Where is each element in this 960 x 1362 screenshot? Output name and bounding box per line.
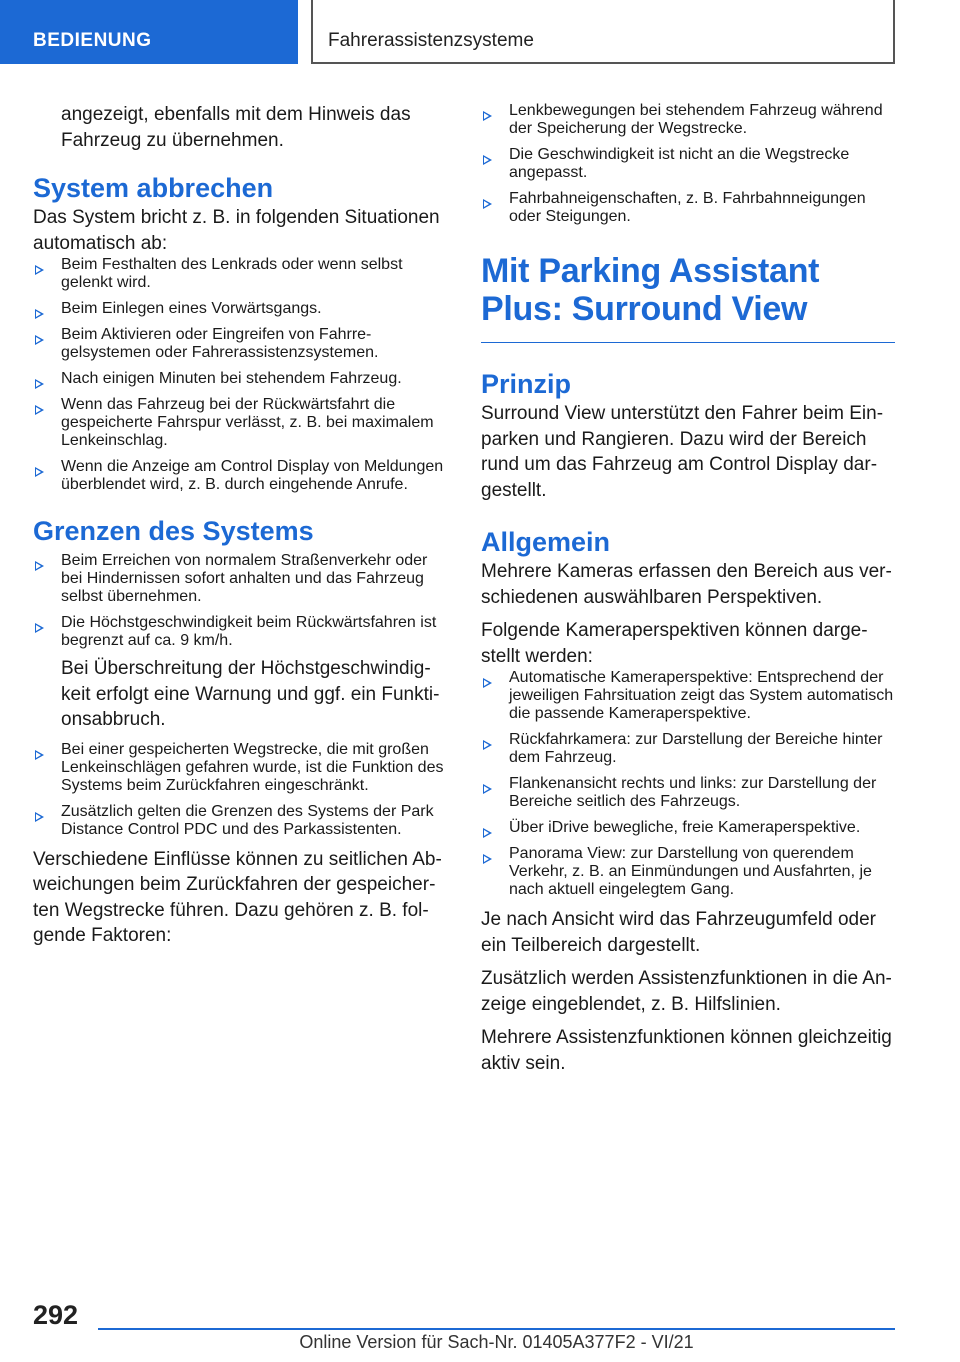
header-section-tab — [0, 0, 298, 64]
heading-system-abbrechen: System abbrechen — [33, 173, 274, 203]
triangle-bullet-icon — [35, 309, 44, 319]
list-item: Flankenansicht rechts und links: zur Darstellung der Bereiche seitlich des Fahrzeugs. — [481, 775, 895, 811]
list-item: Bei einer gespeicherten Wegstrecke, die mit großen Lenkeinschlägen gefahren wurde, ist die Funktion des Systems beim Zurückfahren eingeschränkt. — [33, 741, 447, 795]
list-item: Beim Aktivieren oder Eingreifen von Fahrregelsystemen oder Fahrerassistenzsystemen. — [33, 326, 447, 362]
faktoren-list — [481, 102, 895, 226]
grenzen-list — [33, 552, 447, 839]
list-item: Panorama View: zur Darstellung von querendem Verkehr, z. B. an Einmündungen und Ausfahrten, je nach aktuell eingelegtem Gang. — [481, 845, 895, 899]
left-column — [33, 102, 447, 949]
list-item: Über iDrive bewegliche, freie Kameraperspektive. — [481, 819, 895, 837]
triangle-bullet-icon — [35, 623, 44, 633]
triangle-bullet-icon — [35, 561, 44, 571]
header-chapter-label: Fahrerassistenzsysteme — [328, 30, 534, 51]
heading-prinzip: Prinzip — [481, 369, 572, 399]
heading-grenzen-des-systems: Grenzen des Systems — [33, 516, 314, 546]
triangle-bullet-icon — [35, 335, 44, 345]
list-item-continuation: Bei Überschreitung der Höchstgeschwindigkeit erfolgt eine Warnung und ggf. ein Funktionsabbruch. — [61, 658, 440, 730]
triangle-bullet-icon — [483, 111, 492, 121]
kamera-list — [481, 669, 895, 899]
list-item: Beim Einlegen eines Vorwärtsgangs. — [33, 300, 447, 318]
list-item: Lenkbewegungen bei stehendem Fahrzeug während der Speicherung der Wegstrecke. — [481, 102, 895, 138]
header-section-label: BEDIENUNG — [33, 30, 152, 51]
prinzip-text: Surround View unterstützt den Fahrer beim Einparken und Rangieren. Dazu wird der Bereich rund um das Fahrzeug am Control Display dargestellt. — [481, 403, 884, 501]
page-number: 292 — [33, 1300, 79, 1330]
list-item: Die Höchstgeschwindigkeit beim Rückwärtsfahren ist begrenzt auf ca. 9 km/h. Bei Überschreitung der Höchstgeschwindigkeit erfolgt eine Warnung und ggf. ein Funktionsabbruch. — [33, 614, 447, 733]
triangle-bullet-icon — [35, 750, 44, 760]
list-item: Rückfahrkamera: zur Darstellung der Bereiche hinter dem Fahrzeug. — [481, 731, 895, 767]
triangle-bullet-icon — [483, 854, 492, 864]
allgemein-text-1: Mehrere Kameras erfassen den Bereich aus verschiedenen auswählbaren Perspektiven. — [481, 561, 892, 608]
footer-text: Online Version für Sach-Nr. 01405A377F2 - VI/21 — [299, 1332, 694, 1352]
list-item: Beim Erreichen von normalem Straßenverkehr oder bei Hindernissen sofort anhalten und das Fahrzeug selbst übernehmen. — [33, 552, 447, 606]
triangle-bullet-icon — [35, 265, 44, 275]
triangle-bullet-icon — [483, 784, 492, 794]
list-item: Nach einigen Minuten bei stehendem Fahrzeug. — [33, 370, 447, 388]
abbrechen-list — [33, 256, 447, 494]
heading-surround-view: Mit Parking Assistant Plus: Surround View — [481, 252, 820, 328]
list-item: Zusätzlich gelten die Grenzen des Systems der Park Distance Control PDC und des Parkassistenten. — [33, 803, 447, 839]
triangle-bullet-icon — [35, 467, 44, 477]
list-item: Wenn das Fahrzeug bei der Rückwärtsfahrt die gespeicherte Fahrspur verlässt, z. B. bei maximalem Lenkeinschlag. — [33, 396, 447, 450]
grenzen-text: Verschiedene Einflüsse können zu seitlichen Abweichungen beim Zurückfahren der gespeicherten Wegstrecke führen. Dazu gehören z. B. folgende Faktoren: — [33, 848, 442, 946]
heading-allgemein: Allgemein — [481, 527, 611, 557]
allgemein-text-2: Folgende Kameraperspektiven können dargestellt werden: — [481, 620, 868, 667]
triangle-bullet-icon — [483, 678, 492, 688]
list-item: Wenn die Anzeige am Control Display von Meldungen überblendet wird, z. B. durch eingehende Anrufe. — [33, 458, 447, 494]
list-item: Die Geschwindigkeit ist nicht an die Wegstrecke angepasst. — [481, 146, 895, 182]
triangle-bullet-icon — [35, 812, 44, 822]
gleichzeitig-text: Mehrere Assistenzfunktionen können gleichzeitig aktiv sein. — [481, 1027, 892, 1074]
triangle-bullet-icon — [483, 828, 492, 838]
assistenz-text: Zusätzlich werden Assistenzfunktionen in die Anzeige eingeblendet, z. B. Hilfslinien. — [481, 968, 892, 1015]
footer-divider — [98, 1328, 895, 1330]
list-item: Fahrbahneigenschaften, z. B. Fahrbahnneigungen oder Steigungen. — [481, 190, 895, 226]
ansicht-text: Je nach Ansicht wird das Fahrzeugumfeld oder ein Teilbereich dargestellt. — [481, 909, 876, 956]
abbrechen-text: Das System bricht z. B. in folgenden Situationen automatisch ab: — [33, 207, 440, 254]
list-item: Beim Festhalten des Lenkrads oder wenn selbst gelenkt wird. — [33, 256, 447, 292]
list-item: Automatische Kameraperspektive: Entsprechend der jeweiligen Fahrsituation zeigt das System automatisch die passende Kameraperspektive. — [481, 669, 895, 723]
triangle-bullet-icon — [35, 379, 44, 389]
heading-divider — [481, 342, 895, 343]
intro-text: angezeigt, ebenfalls mit dem Hinweis das Fahrzeug zu übernehmen. — [61, 104, 411, 151]
triangle-bullet-icon — [483, 155, 492, 165]
right-column — [481, 102, 895, 1076]
triangle-bullet-icon — [483, 199, 492, 209]
triangle-bullet-icon — [35, 405, 44, 415]
header-chapter-box — [311, 0, 895, 64]
triangle-bullet-icon — [483, 740, 492, 750]
